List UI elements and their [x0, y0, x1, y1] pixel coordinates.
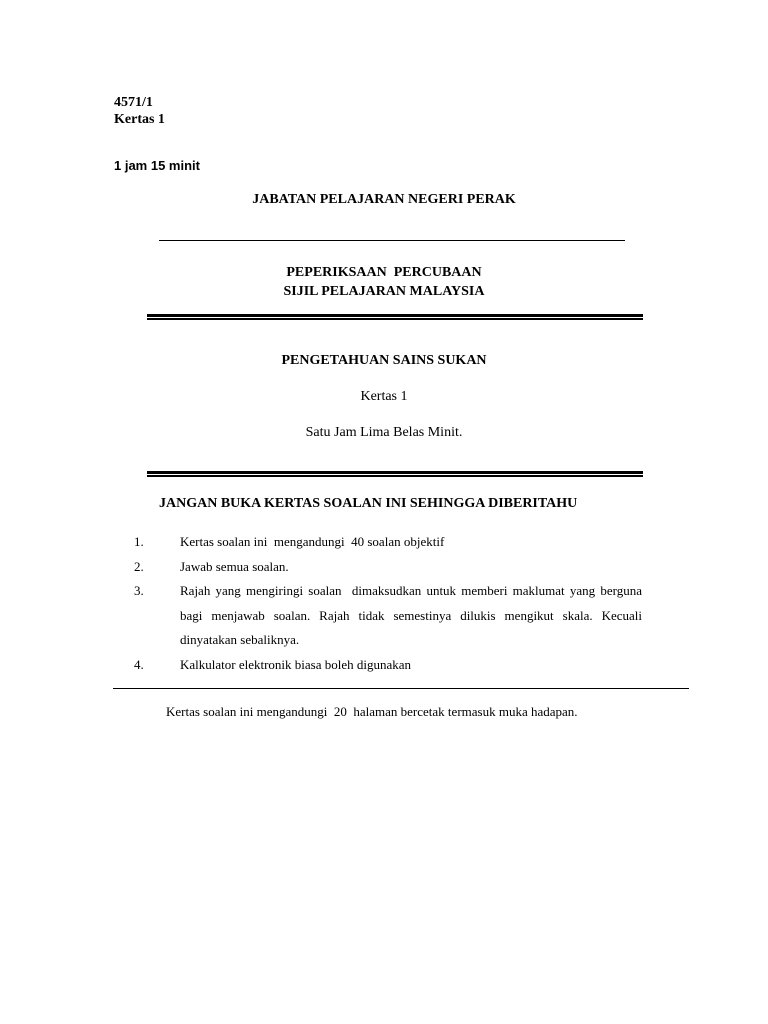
divider-line	[159, 240, 625, 241]
page-count-note: Kertas soalan ini mengandungi 20 halaman bercetak termasuk muka hadapan.	[166, 704, 578, 719]
subject-title: PENGETAHUAN SAINS SUKAN	[281, 353, 487, 368]
instruction-item	[134, 555, 642, 580]
instruction-number: 4.	[134, 656, 144, 672]
exam-title-line-1: PEPERIKSAAN PERCUBAAN	[286, 265, 482, 280]
exam-title-line-2: SIJIL PELAJARAN MALAYSIA	[283, 284, 485, 299]
instruction-text: Rajah yang mengiringi soalan dimaksudkan untuk memberi maklumat yang berguna bagi menjawab soalan. Rajah tidak semestinya dilukis mengikut skala. Kecuali dinyatakan sebaliknya.	[180, 583, 646, 647]
instruction-number: 1.	[134, 534, 144, 549]
double-rule-top	[147, 314, 643, 320]
instruction-text: Kertas soalan ini mengandungi 40 soalan objektif	[180, 534, 445, 549]
instructions-list	[134, 530, 646, 677]
instruction-item	[134, 530, 642, 555]
instruction-text: Kalkulator elektronik biasa boleh digunakan	[180, 656, 412, 672]
duration-label: 1 jam 15 minit	[114, 158, 200, 173]
paper-code: 4571/1	[114, 95, 153, 110]
subject-paper: Kertas 1	[360, 389, 408, 404]
instruction-number: 2.	[134, 558, 144, 574]
instruction-item	[134, 579, 646, 653]
paper-number: Kertas 1	[114, 112, 165, 127]
department-title: JABATAN PELAJARAN NEGERI PERAK	[252, 192, 516, 207]
instruction-number: 3.	[134, 583, 144, 598]
exam-title	[0, 263, 768, 301]
subject-time: Satu Jam Lima Belas Minit.	[305, 425, 463, 440]
paper-code-block	[114, 94, 165, 128]
instruction-item	[134, 653, 642, 678]
warning-heading: JANGAN BUKA KERTAS SOALAN INI SEHINGGA DIBERITAHU	[159, 496, 578, 511]
instruction-text: Jawab semua soalan.	[180, 558, 289, 574]
footer-divider	[113, 688, 689, 689]
double-rule-bottom	[147, 471, 643, 477]
